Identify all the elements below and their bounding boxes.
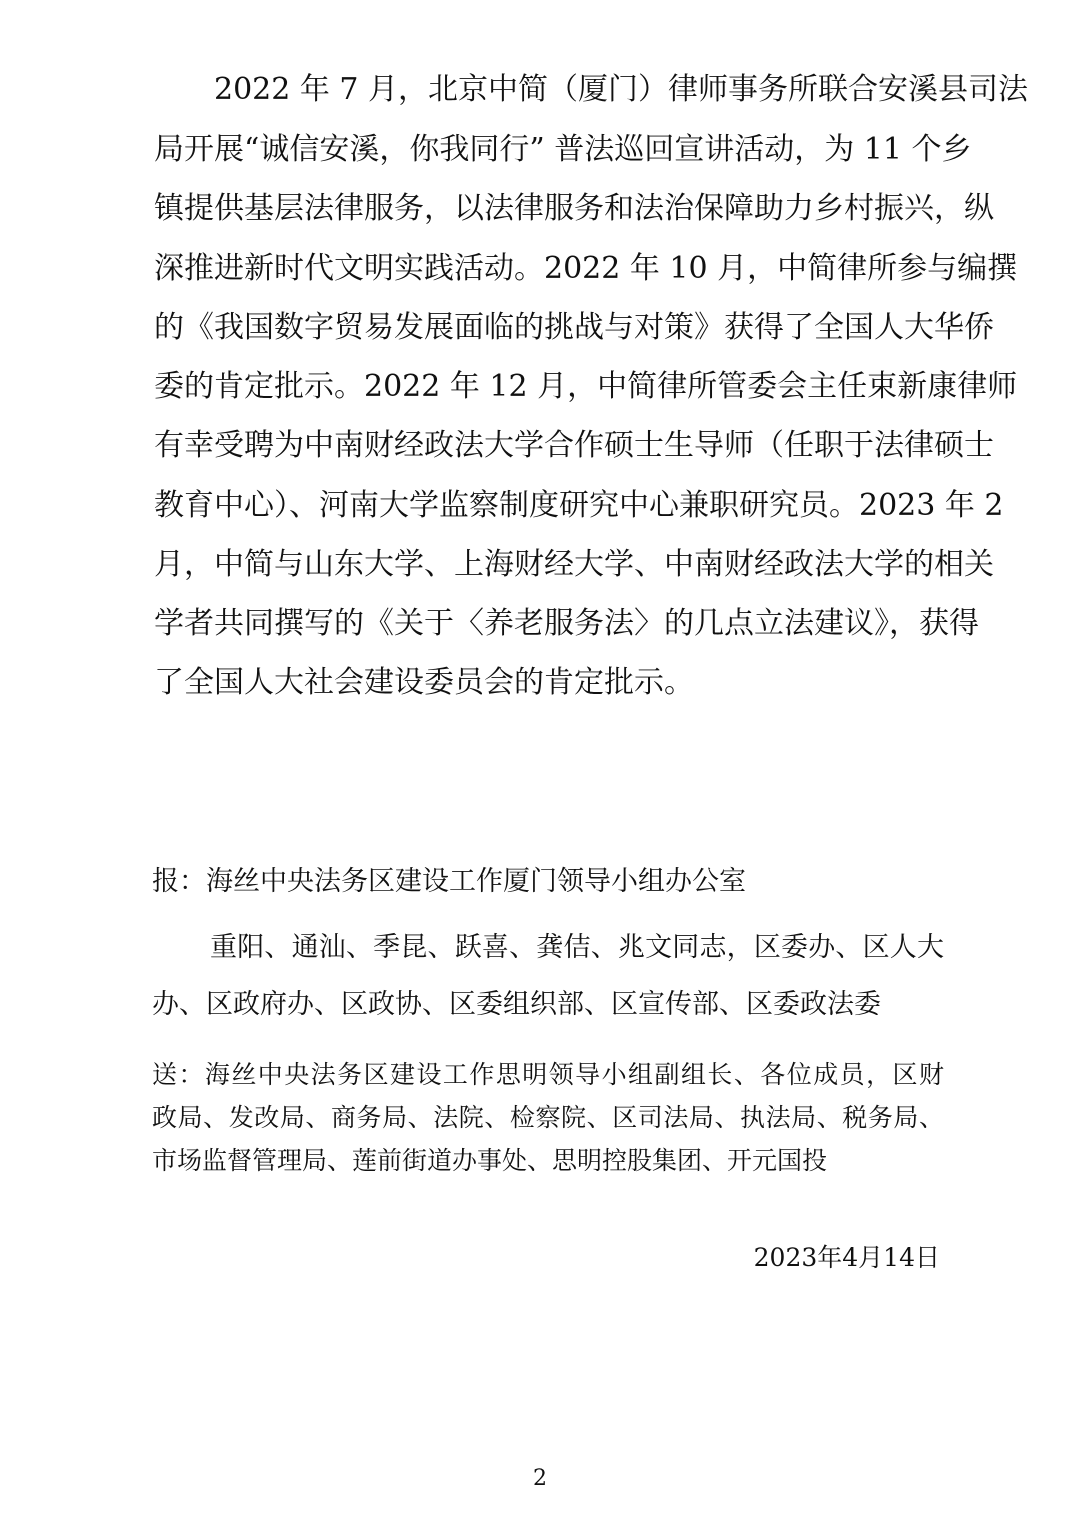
cc-line-1: 重阳、通汕、季昆、跃喜、龚佶、兆文同志，区委办、区人大 [210,932,944,963]
body-line-8: 教育中心）、河南大学监察制度研究中心兼职研究员。2023 年 2 [154,488,1004,523]
body-line-2: 局开展“诚信安溪，你我同行” 普法巡回宣讲活动，为 11 个乡 [154,132,972,167]
body-line-3: 镇提供基层法律服务，以法律服务和法治保障助力乡村振兴，纵 [154,191,994,226]
body-line-4: 深推进新时代文明实践活动。2022 年 10 月，中简律所参与编撰 [154,251,1018,286]
body-line-6: 委的肯定批示。2022 年 12 月，中简律所管委会主任束新康律师 [154,369,1018,404]
body-line-9: 月，中简与山东大学、上海财经大学、中南财经政法大学的相关 [154,547,994,582]
body-line-1: 2022 年 7 月，北京中简（厦门）律师事务所联合安溪县司法 [214,72,1029,107]
issue-date: 2023年4月14日 [753,1243,940,1272]
body-line-11: 了全国人大社会建设委员会的肯定批示。 [154,665,694,700]
page-number: 2 [533,1466,547,1491]
send-to-line-1: 送：海丝中央法务区建设工作思明领导小组副组长、各位成员，区财 [152,1060,944,1089]
body-line-5: 的《我国数字贸易发展面临的挑战与对策》获得了全国人大华侨 [154,310,994,345]
cc-line-2: 办、区政府办、区政协、区委组织部、区宣传部、区委政法委 [152,989,881,1020]
send-to-line-2: 政局、发改局、商务局、法院、检察院、区司法局、执法局、税务局、 [152,1103,944,1132]
report-to-line: 报：海丝中央法务区建设工作厦门领导小组办公室 [152,866,746,897]
body-line-10: 学者共同撰写的《关于〈养老服务法〉的几点立法建议》，获得 [154,606,979,641]
send-to-line-3: 市场监督管理局、莲前街道办事处、思明控股集团、开元国投 [152,1146,828,1175]
body-line-7: 有幸受聘为中南财经政法大学合作硕士生导师（任职于法律硕士 [154,428,994,463]
